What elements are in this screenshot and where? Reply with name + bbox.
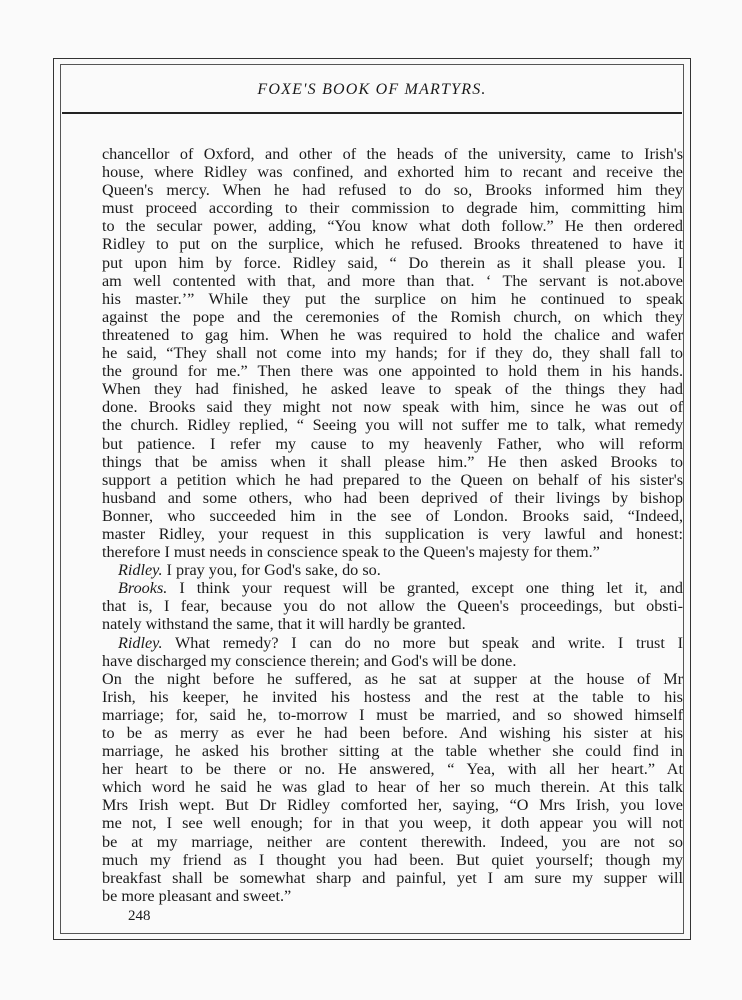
- line-text: done. Brooks said they might not now speak with him, since he was out of: [102, 398, 683, 417]
- line-text: to the secular power, adding, “You know what doth follow.” He then ordered: [102, 217, 683, 236]
- text-line: [102, 887, 683, 905]
- speaker-name: Brooks.: [118, 579, 168, 598]
- page-number: 248: [128, 908, 151, 924]
- line-text: against the pope and the ceremonies of the Romish church, on which they: [102, 307, 683, 326]
- line-text: house, where Ridley was confined, and exhorted him to recant and receive the: [102, 163, 683, 182]
- line-text: me not, I see well enough; for in that you weep, it doth appear you will not: [102, 814, 683, 833]
- text-line: [102, 308, 683, 326]
- text-line: [102, 290, 683, 308]
- line-text: marriage; for, said he, to-morrow I must be married, and so showed himself: [102, 705, 683, 724]
- text-line: [102, 453, 683, 471]
- text-line: [102, 217, 683, 235]
- running-head: FOXE'S BOOK OF MARTYRS.: [257, 81, 487, 98]
- line-text: that is, I fear, because you do not allow the Queen's proceedings, but obsti-: [102, 597, 683, 616]
- line-text: he said, “They shall not come into my hands; for if they do, they shall fall to: [102, 344, 683, 363]
- text-line: [102, 615, 683, 633]
- line-text: On the night before he suffered, as he sat at supper at the house of Mr: [102, 669, 683, 688]
- text-line: [102, 525, 683, 543]
- line-text: Irish, his keeper, he invited his hostess and the rest at the table to his: [102, 687, 683, 706]
- text-line: [102, 471, 683, 489]
- line-text: Queen's mercy. When he had refused to do so, Brooks informed him they: [102, 181, 683, 200]
- line-text: the ground for me.” Then there was one appointed to hold them in his hands.: [102, 362, 683, 381]
- text-line: [102, 145, 683, 163]
- text-line: [102, 416, 683, 434]
- speaker-name: Ridley.: [118, 633, 163, 652]
- text-line: [102, 869, 683, 887]
- text-line: [102, 634, 683, 652]
- text-line: [102, 362, 683, 380]
- text-line: [102, 579, 683, 597]
- line-text: I pray you, for God's sake, do so.: [162, 561, 381, 580]
- text-line: [102, 326, 683, 344]
- line-text: therefore I must needs in conscience speak to the Queen's majesty for them.”: [102, 543, 600, 562]
- line-text: his master.’” While they put the surplice on him he continued to speak: [102, 289, 683, 308]
- line-text: her heart to be there or no. He answered, “ Yea, with all her heart.” At: [102, 760, 683, 779]
- text-line: [102, 181, 683, 199]
- header-rule: [62, 112, 682, 114]
- body-text: [102, 145, 683, 905]
- text-line: [102, 670, 683, 688]
- text-line: [102, 199, 683, 217]
- text-line: [102, 507, 683, 525]
- line-text: have discharged my conscience therein; and God's will be done.: [102, 651, 517, 670]
- text-line: [102, 235, 683, 253]
- text-line: [102, 543, 683, 561]
- line-text: but patience. I refer my cause to my heavenly Father, who will reform: [102, 434, 683, 453]
- line-text: I think your request will be granted, except one thing let it, and: [167, 579, 683, 598]
- text-line: [102, 597, 683, 615]
- line-text: must proceed according to their commission to degrade him, committing him: [102, 199, 683, 218]
- text-line: [102, 561, 683, 579]
- line-text: master Ridley, your request in this supplication is very lawful and honest:: [102, 524, 683, 543]
- text-line: [102, 851, 683, 869]
- line-text: Mrs Irish wept. But Dr Ridley comforted her, saying, “O Mrs Irish, you love: [102, 796, 683, 815]
- line-text: much my friend as I thought you had been. But quiet yourself; though my: [102, 850, 683, 869]
- text-line: [102, 380, 683, 398]
- line-text: Ridley to put on the surplice, which he refused. Brooks threatened to have it: [102, 235, 683, 254]
- line-text: threatened to gag him. When he was required to hold the chalice and wafer: [102, 325, 683, 344]
- text-line: [102, 742, 683, 760]
- line-text: support a petition which he had prepared to the Queen on behalf of his sister's: [102, 470, 683, 489]
- text-line: [102, 163, 683, 181]
- text-line: [102, 254, 683, 272]
- text-line: [102, 272, 683, 290]
- line-text: chancellor of Oxford, and other of the heads of the university, came to Irish's: [102, 145, 683, 163]
- line-text: to be as merry as ever he had been before. And wishing his sister at his: [102, 724, 683, 742]
- text-line: [102, 489, 683, 507]
- text-line: [102, 796, 683, 814]
- text-line: [102, 778, 683, 796]
- text-line: [102, 814, 683, 832]
- text-line: [102, 652, 683, 670]
- line-text: When they had finished, he asked leave to speak of the things they had: [102, 380, 683, 399]
- line-text: Bonner, who succeeded him in the see of London. Brooks said, “Indeed,: [102, 506, 683, 525]
- line-text: which word he said he was glad to hear of her so much therein. At this talk: [102, 778, 683, 797]
- line-text: be at my marriage, neither are content therewith. Indeed, you are not so: [102, 832, 683, 851]
- text-line: [102, 398, 683, 416]
- text-line: [102, 435, 683, 453]
- text-line: [102, 724, 683, 742]
- line-text: put upon him by force. Ridley said, “ Do therein as it shall please you. I: [102, 253, 683, 272]
- line-text: husband and some others, who had been deprived of their livings by bishop: [102, 488, 683, 507]
- line-text: marriage, he asked his brother sitting at the table whether she could find in: [102, 742, 683, 761]
- text-line: [102, 688, 683, 706]
- line-text: am well contented with that, and more than that. ‘ The servant is not.above: [102, 271, 683, 290]
- line-text: things that be amiss when it shall please him.” He then asked Brooks to: [102, 452, 683, 471]
- text-line: [102, 833, 683, 851]
- line-text: be more pleasant and sweet.”: [102, 886, 292, 905]
- line-text: breakfast shall be somewhat sharp and painful, yet I am sure my supper will: [102, 868, 683, 887]
- line-text: nately withstand the same, that it will hardly be granted.: [102, 615, 466, 634]
- speaker-name: Ridley.: [118, 561, 163, 580]
- text-line: [102, 344, 683, 362]
- text-line: [102, 760, 683, 778]
- line-text: the church. Ridley replied, “ Seeing you will not suffer me to talk, what remedy: [102, 416, 683, 435]
- line-text: What remedy? I can do no more but speak and write. I trust I: [162, 633, 683, 652]
- text-line: [102, 706, 683, 724]
